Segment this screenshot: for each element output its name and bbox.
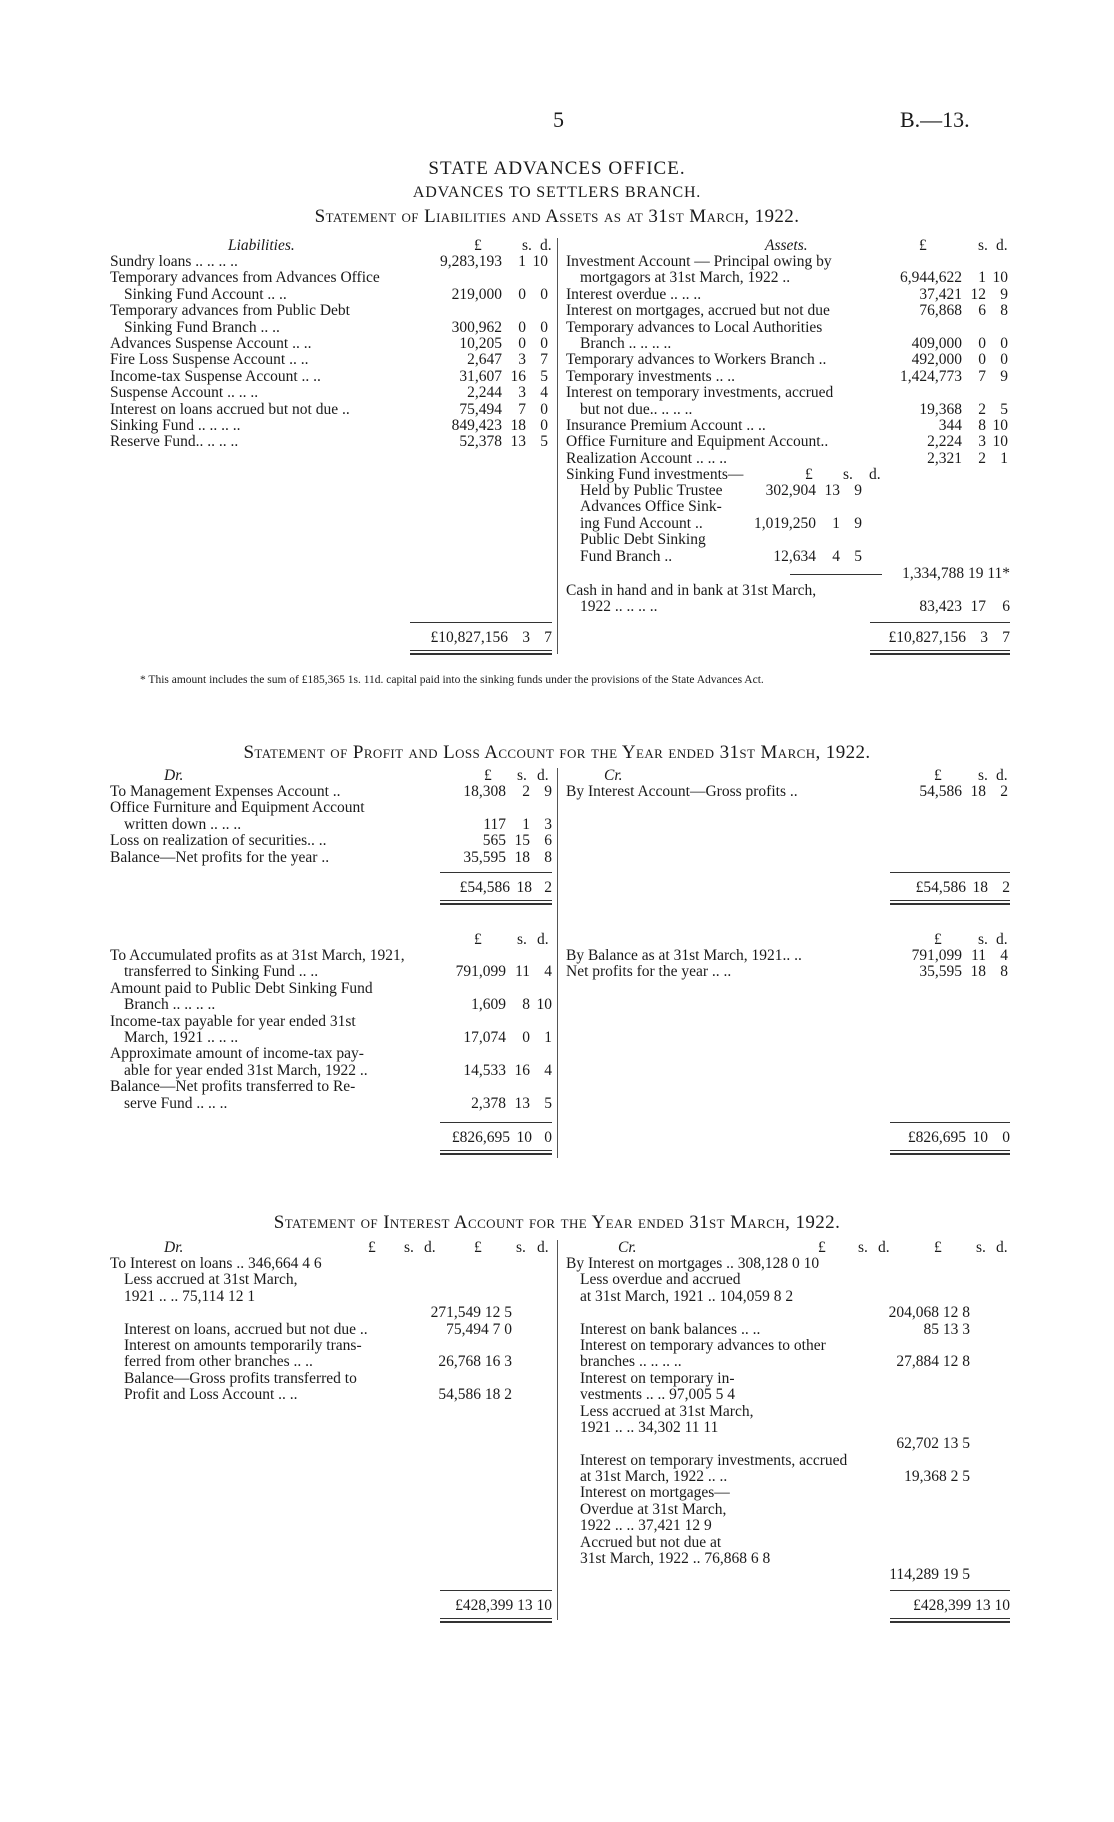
amount-shillings: 16 xyxy=(510,367,526,385)
cash-shillings: 17 xyxy=(970,598,986,615)
amount-pence: 4 xyxy=(544,1061,552,1079)
amount-pounds: 1,609 xyxy=(471,996,506,1014)
amount-shillings: 16 xyxy=(514,1061,530,1079)
amount-pence: 7 xyxy=(540,351,548,369)
currency-header: s. xyxy=(978,767,988,784)
currency-header: d. xyxy=(537,767,549,784)
sinking-fund-total: 1,334,788 19 11* xyxy=(902,565,1010,582)
row-label: Less accrued at 31st March, xyxy=(124,1271,298,1289)
amount-pounds: 1,424,773 xyxy=(900,367,962,385)
row-label: Balance—Net profits for the year .. xyxy=(110,848,330,866)
currency-header: d. xyxy=(996,237,1008,254)
currency-header: £ xyxy=(934,1239,942,1256)
amount-pounds: 76,868 xyxy=(919,302,962,320)
amount-pence: 8 xyxy=(1000,963,1008,981)
liabilities-total-s: 3 xyxy=(522,629,530,646)
row-label: Interest on bank balances .. .. xyxy=(580,1320,761,1338)
amount-pence: 0 xyxy=(540,400,548,418)
row-label: Realization Account .. .. .. xyxy=(566,449,727,467)
amount-pounds: 10,205 xyxy=(459,334,502,352)
currency-header: s. xyxy=(404,1239,414,1256)
amount-pounds: 35,595 xyxy=(919,963,962,981)
amount-pounds: 117 xyxy=(483,815,506,833)
amount-shillings: 0 xyxy=(978,334,986,352)
pl-dr-label: Dr. xyxy=(164,767,184,784)
amount-pence: 9 xyxy=(544,783,552,800)
page-number: 5 xyxy=(553,107,564,132)
row-label: Profit and Loss Account .. .. xyxy=(124,1386,298,1404)
amount-pounds: 18,308 xyxy=(463,783,506,800)
row-label: March, 1921 .. .. .. xyxy=(124,1028,239,1046)
footnote: * This amount includes the sum of £185,365 1s. 11d. capital paid into the sinking funds under the provisions of the State Advances Act. xyxy=(140,674,764,686)
row-label: Interest on loans, accrued but not due .. xyxy=(124,1320,368,1338)
amount-shillings: 1 xyxy=(832,514,840,532)
profit-loss-heading: Statement of Profit and Loss Account for the Year ended 31st March, 1922. xyxy=(243,742,871,763)
amount-pence: 0 xyxy=(540,285,548,303)
amount-pence: 8 xyxy=(1000,302,1008,320)
currency-header: £ xyxy=(934,767,942,784)
amount-shillings: 8 xyxy=(522,996,530,1014)
amount-pounds: 75,494 xyxy=(459,400,502,418)
currency-header: £ xyxy=(934,931,942,948)
currency-header: s. xyxy=(843,466,853,483)
pl-total-s: 10 xyxy=(516,1129,532,1146)
row-label: able for year ended 31st March, 1922 .. xyxy=(124,1061,368,1079)
row-label: Interest on temporary investments, accrued xyxy=(566,384,834,402)
amount-shillings: 7 xyxy=(518,400,526,418)
row-label: 1921 .. .. 34,302 11 11 xyxy=(580,1418,719,1436)
amount-pounds: 37,421 xyxy=(919,285,962,303)
assets-total: £10,827,156 xyxy=(888,629,966,646)
row-label: Less accrued at 31st March, xyxy=(580,1402,754,1420)
row-label: Public Debt Sinking xyxy=(580,531,706,549)
row-label: Net profits for the year .. .. xyxy=(566,963,732,981)
amount-pounds: 12,634 xyxy=(773,547,816,565)
amount-shillings: 0 xyxy=(518,334,526,352)
amount-pence: 9 xyxy=(1000,285,1008,303)
currency-header: £ xyxy=(919,237,927,254)
amount-shillings: 0 xyxy=(518,318,526,336)
currency-header: s. xyxy=(978,237,988,254)
amount-pence: 0 xyxy=(540,334,548,352)
row-label: Temporary investments .. .. xyxy=(566,367,735,385)
amount-total: 54,586 18 2 xyxy=(438,1386,512,1404)
row-label: Income-tax payable for year ended 31st xyxy=(110,1012,356,1030)
row-label: Interest on amounts temporarily trans- xyxy=(124,1336,362,1354)
currency-header: d. xyxy=(996,767,1008,784)
amount-shillings: 8 xyxy=(978,416,986,434)
amount-shillings: 15 xyxy=(514,832,530,850)
amount-pounds: 2,321 xyxy=(927,449,962,467)
amount-pounds: 565 xyxy=(482,832,506,850)
row-label: written down .. .. .. xyxy=(124,815,242,833)
currency-header: s. xyxy=(517,931,527,948)
currency-header: £ xyxy=(484,767,492,784)
interest-debit-total: £428,399 13 10 xyxy=(455,1597,552,1614)
row-label: ferred from other branches .. .. xyxy=(124,1353,313,1371)
amount-shillings: 13 xyxy=(824,482,840,499)
row-label: Temporary advances from Public Debt xyxy=(110,302,350,320)
row-label: Income-tax Suspense Account .. .. xyxy=(110,367,321,385)
row-label: Interest on mortgages— xyxy=(580,1484,730,1502)
row-label: Amount paid to Public Debt Sinking Fund xyxy=(110,979,373,997)
amount-shillings: 0 xyxy=(978,351,986,369)
row-label: Fire Loss Suspense Account .. .. xyxy=(110,351,309,369)
amount-pence: 10 xyxy=(532,253,548,270)
page-reference: B.—13. xyxy=(900,107,970,132)
row-label: transferred to Sinking Fund .. .. xyxy=(124,963,319,981)
amount-total: 27,884 12 8 xyxy=(896,1353,970,1371)
amount-pounds: 2,647 xyxy=(467,351,502,369)
row-label: Interest on temporary in- xyxy=(580,1369,735,1387)
amount-pounds: 9,283,193 xyxy=(440,253,502,270)
amount-pounds: 2,224 xyxy=(927,433,962,451)
amount-total: 62,702 13 5 xyxy=(896,1435,970,1453)
amount-shillings: 2 xyxy=(978,449,986,467)
currency-header: d. xyxy=(878,1239,890,1256)
row-label: Loss on realization of securities.. .. xyxy=(110,832,327,850)
amount-pounds: 849,423 xyxy=(451,416,502,434)
currency-header: £ xyxy=(818,1239,826,1256)
amount-shillings: 2 xyxy=(978,400,986,418)
amount-pence: 1 xyxy=(544,1028,552,1046)
row-label: Temporary advances from Advances Office xyxy=(110,269,380,287)
pl-total-s: 18 xyxy=(516,879,532,896)
row-label: Interest on temporary investments, accrued xyxy=(580,1451,848,1469)
row-label: serve Fund .. .. .. xyxy=(124,1094,228,1112)
row-label: Investment Account — Principal owing by xyxy=(566,253,832,270)
amount-pounds: 791,099 xyxy=(455,963,506,981)
row-label: To Accumulated profits as at 31st March, 1921, xyxy=(110,947,405,964)
int-cr-label: Cr. xyxy=(618,1239,637,1256)
amount-shillings: 0 xyxy=(518,285,526,303)
row-label: branches .. .. .. .. xyxy=(580,1353,682,1371)
amount-pounds: 219,000 xyxy=(451,285,502,303)
currency-header: s. xyxy=(978,931,988,948)
row-label: To Interest on loans .. 346,664 4 6 xyxy=(110,1255,322,1272)
amount-shillings: 1 xyxy=(518,253,526,270)
amount-shillings: 3 xyxy=(518,384,526,402)
amount-pence: 0 xyxy=(540,416,548,434)
row-label: Less overdue and accrued xyxy=(580,1271,741,1289)
amount-pence: 5 xyxy=(544,1094,552,1112)
amount-pence: 5 xyxy=(540,367,548,385)
amount-pounds: 19,368 xyxy=(919,400,962,418)
amount-pence: 10 xyxy=(992,433,1008,451)
row-label: Balance—Gross profits transferred to xyxy=(124,1369,357,1387)
amount-pounds: 52,378 xyxy=(459,433,502,451)
amount-shillings: 0 xyxy=(522,1028,530,1046)
amount-pence: 3 xyxy=(544,815,552,833)
row-label: Branch .. .. .. .. xyxy=(580,334,672,352)
amount-shillings: 18 xyxy=(970,963,986,981)
pl-total-d: 0 xyxy=(544,1129,552,1146)
pl-total-d: 0 xyxy=(1002,1129,1010,1146)
row-label: ing Fund Account .. xyxy=(580,514,703,532)
row-label: Insurance Premium Account .. .. xyxy=(566,416,766,434)
row-label: Interest on temporary advances to other xyxy=(580,1336,826,1354)
assets-total-d: 7 xyxy=(1002,629,1010,646)
amount-pounds: 344 xyxy=(938,416,962,434)
row-label: Accrued but not due at xyxy=(580,1533,722,1551)
interest-credit-total: £428,399 13 10 xyxy=(913,1597,1010,1614)
amount-pence: 2 xyxy=(1000,783,1008,800)
cash-amount: 83,423 xyxy=(919,598,962,615)
row-label: Fund Branch .. xyxy=(580,547,673,565)
pl-total-s: 10 xyxy=(972,1129,988,1146)
amount-shillings: 3 xyxy=(978,433,986,451)
currency-header: s. xyxy=(516,1239,526,1256)
amount-shillings: 4 xyxy=(832,547,840,565)
row-label: By Interest Account—Gross profits .. xyxy=(566,783,798,800)
amount-pence: 8 xyxy=(544,848,552,866)
row-label: but not due.. .. .. .. xyxy=(580,400,693,418)
amount-shillings: 7 xyxy=(978,367,986,385)
currency-header: d. xyxy=(424,1239,436,1256)
currency-header: s. xyxy=(976,1239,986,1256)
amount-shillings: 13 xyxy=(510,433,526,451)
pl-debit-total-1: £54,586 xyxy=(459,879,510,896)
currency-header: £ xyxy=(474,237,482,254)
amount-pence: 1 xyxy=(1000,449,1008,467)
currency-header: £ xyxy=(474,931,482,948)
currency-header: £ xyxy=(368,1239,376,1256)
row-label: Branch .. .. .. .. xyxy=(124,996,216,1014)
row-label: Interest on loans accrued but not due .. xyxy=(110,400,350,418)
currency-header: d. xyxy=(996,931,1008,948)
amount-pounds: 14,533 xyxy=(463,1061,506,1079)
amount-pence: 9 xyxy=(854,514,862,532)
amount-pounds: 2,378 xyxy=(471,1094,506,1112)
row-label: at 31st March, 1922 .. .. xyxy=(580,1468,728,1486)
amount-shillings: 11 xyxy=(515,963,530,981)
cash-line-1: Cash in hand and in bank at 31st March, xyxy=(566,582,817,599)
currency-header: d. xyxy=(537,1239,549,1256)
row-label: Sinking Fund Account .. .. xyxy=(124,285,287,303)
amount-shillings: 6 xyxy=(978,302,986,320)
amount-shillings: 18 xyxy=(510,416,526,434)
pl-cr-label: Cr. xyxy=(604,767,623,784)
pl-total-d: 2 xyxy=(544,879,552,896)
amount-pounds: 409,000 xyxy=(911,334,962,352)
amount-shillings: 18 xyxy=(970,783,986,800)
amount-pence: 9 xyxy=(854,482,862,499)
row-label: By Balance as at 31st March, 1921.. .. xyxy=(566,947,802,964)
row-label: Advances Suspense Account .. .. xyxy=(110,334,312,352)
amount-pounds: 35,595 xyxy=(463,848,506,866)
row-label: Office Furniture and Equipment Account.. xyxy=(566,433,829,451)
row-label: Interest overdue .. .. .. xyxy=(566,285,702,303)
row-label: Sinking Fund .. .. .. .. xyxy=(110,416,241,434)
liabilities-total: £10,827,156 xyxy=(430,629,508,646)
row-label: To Management Expenses Account .. xyxy=(110,783,341,800)
amount-pence: 5 xyxy=(1000,400,1008,418)
currency-header: d. xyxy=(869,466,881,483)
currency-header: s. xyxy=(522,237,532,254)
pl-total-s: 18 xyxy=(972,879,988,896)
amount-total: 26,768 16 3 xyxy=(438,1353,512,1371)
amount-pounds: 54,586 xyxy=(919,783,962,800)
amount-pence: 9 xyxy=(1000,367,1008,385)
amount-pence: 0 xyxy=(540,318,548,336)
amount-pence: 4 xyxy=(1000,947,1008,964)
currency-header: s. xyxy=(858,1239,868,1256)
row-label: Reserve Fund.. .. .. .. xyxy=(110,433,239,451)
amount-shillings: 1 xyxy=(978,269,986,287)
amount-pence: 10 xyxy=(992,416,1008,434)
liabilities-label: Liabilities. xyxy=(228,237,295,254)
amount-pence: 0 xyxy=(1000,351,1008,369)
amount-total: 271,549 12 5 xyxy=(430,1304,512,1322)
liabilities-total-d: 7 xyxy=(544,629,552,646)
pl-credit-total-1: £54,586 xyxy=(915,879,966,896)
amount-pounds: 300,962 xyxy=(451,318,502,336)
row-label: Sinking Fund Branch .. .. xyxy=(124,318,280,336)
sinking-fund-label: Sinking Fund investments— xyxy=(566,466,744,483)
row-label: at 31st March, 1921 .. 104,059 8 2 xyxy=(580,1287,794,1305)
int-dr-label: Dr. xyxy=(164,1239,184,1256)
office-title: STATE ADVANCES OFFICE. xyxy=(428,158,686,179)
cash-line-2: 1922 .. .. .. .. xyxy=(580,598,658,615)
amount-pounds: 1,019,250 xyxy=(754,514,816,532)
row-label: By Interest on mortgages .. 308,128 0 10 xyxy=(566,1255,820,1272)
amount-shillings: 12 xyxy=(970,285,986,303)
currency-header: £ xyxy=(474,1239,482,1256)
amount-pence: 5 xyxy=(854,547,862,565)
row-label: Overdue at 31st March, xyxy=(580,1500,727,1518)
cash-pence: 6 xyxy=(1002,598,1010,615)
assets-total-s: 3 xyxy=(980,629,988,646)
currency-header: d. xyxy=(996,1239,1008,1256)
amount-pounds: 791,099 xyxy=(911,947,962,964)
amount-shillings: 2 xyxy=(522,783,530,800)
row-label: Sundry loans .. .. .. .. xyxy=(110,253,238,270)
amount-pounds: 2,244 xyxy=(467,384,502,402)
amount-total: 114,289 19 5 xyxy=(889,1566,970,1584)
amount-total: 204,068 12 8 xyxy=(888,1304,970,1322)
amount-shillings: 3 xyxy=(518,351,526,369)
row-label: Held by Public Trustee xyxy=(580,482,723,499)
amount-pence: 6 xyxy=(544,832,552,850)
row-label: Approximate amount of income-tax pay- xyxy=(110,1045,364,1063)
amount-pence: 10 xyxy=(992,269,1008,287)
row-label: Balance—Net profits transferred to Re- xyxy=(110,1078,356,1096)
amount-pounds: 31,607 xyxy=(459,367,502,385)
branch-title: ADVANCES TO SETTLERS BRANCH. xyxy=(412,184,702,201)
amount-pounds: 492,000 xyxy=(911,351,962,369)
amount-shillings: 18 xyxy=(514,848,530,866)
amount-shillings: 11 xyxy=(971,947,986,964)
row-label: Temporary advances to Local Authorities xyxy=(566,318,823,336)
row-label: vestments .. .. 97,005 5 4 xyxy=(580,1386,735,1404)
balance-sheet-heading: Statement of Liabilities and Assets as at 31st March, 1922. xyxy=(314,206,800,227)
row-label: Advances Office Sink- xyxy=(580,498,722,516)
row-label: Office Furniture and Equipment Account xyxy=(110,799,365,817)
currency-header: d. xyxy=(537,931,549,948)
row-label: Temporary advances to Workers Branch .. xyxy=(566,351,827,369)
row-label: Suspense Account .. .. .. xyxy=(110,384,259,402)
currency-header: d. xyxy=(540,237,552,254)
amount-total: 85 13 3 xyxy=(923,1320,970,1338)
row-label: mortgagors at 31st March, 1922 .. xyxy=(580,269,791,287)
amount-pence: 4 xyxy=(544,963,552,981)
assets-label: Assets. xyxy=(765,237,808,254)
row-label: Interest on mortgages, accrued but not due xyxy=(566,302,830,320)
pl-credit-total-2: £826,695 xyxy=(907,1129,966,1146)
pl-total-d: 2 xyxy=(1002,879,1010,896)
amount-total: 75,494 7 0 xyxy=(446,1320,512,1338)
interest-heading: Statement of Interest Account for the Year ended 31st March, 1922. xyxy=(273,1212,841,1233)
amount-pence: 10 xyxy=(536,996,552,1014)
amount-shillings: 13 xyxy=(514,1094,530,1112)
amount-pounds: 17,074 xyxy=(463,1028,506,1046)
row-label: 1922 .. .. 37,421 12 9 xyxy=(580,1517,712,1535)
amount-shillings: 1 xyxy=(522,815,530,833)
amount-pence: 4 xyxy=(540,384,548,402)
amount-pounds: 6,944,622 xyxy=(900,269,962,287)
pl-debit-total-2: £826,695 xyxy=(451,1129,510,1146)
amount-pence: 5 xyxy=(540,433,548,451)
currency-header: £ xyxy=(805,466,813,483)
row-label: 1921 .. .. 75,114 12 1 xyxy=(124,1287,256,1305)
amount-pounds: 302,904 xyxy=(765,482,816,499)
currency-header: s. xyxy=(517,767,527,784)
row-label: 31st March, 1922 .. 76,868 6 8 xyxy=(580,1550,771,1568)
amount-pence: 0 xyxy=(1000,334,1008,352)
amount-total: 19,368 2 5 xyxy=(904,1468,970,1486)
